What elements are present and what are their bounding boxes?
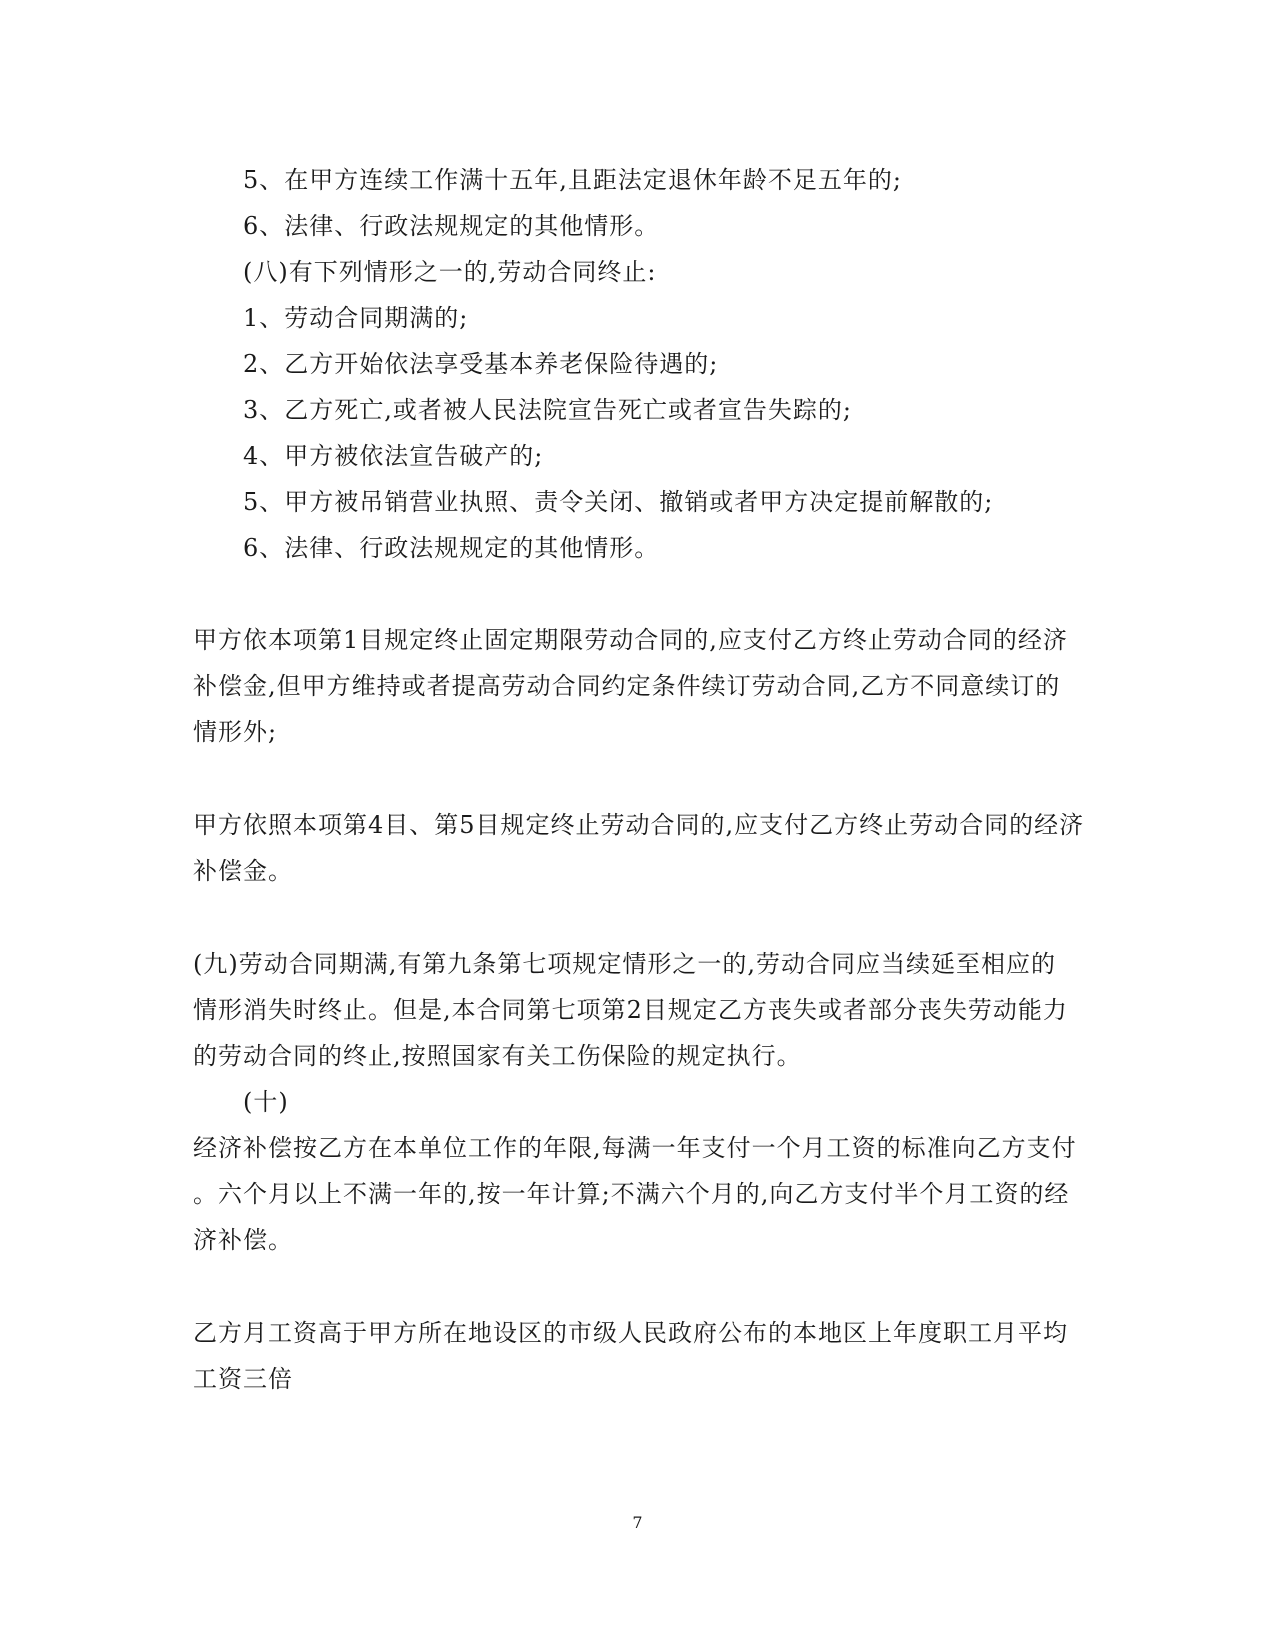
list-item: 6、法律、行政法规规定的其他情形。: [243, 534, 660, 562]
paragraph-line: 补偿金,但甲方维持或者提高劳动合同约定条件续订劳动合同,乙方不同意续订的: [193, 672, 1061, 700]
section-heading: (八)有下列情形之一的,劳动合同终止:: [243, 258, 657, 286]
paragraph-line: 甲方依照本项第4目、第5目规定终止劳动合同的,应支付乙方终止劳动合同的经济: [193, 811, 1085, 839]
paragraph-line: 情形外;: [193, 718, 278, 746]
paragraph-line: 补偿金。: [193, 857, 293, 885]
list-item: 1、劳动合同期满的;: [243, 304, 469, 332]
paragraph-line: 济补偿。: [193, 1226, 293, 1254]
paragraph-line: 的劳动合同的终止,按照国家有关工伤保险的规定执行。: [193, 1042, 802, 1070]
list-item: 4、甲方被依法宣告破产的;: [243, 442, 544, 470]
section-heading: (十): [243, 1088, 289, 1116]
list-item: 6、法律、行政法规规定的其他情形。: [243, 212, 660, 240]
list-item: 2、乙方开始依法享受基本养老保险待遇的;: [243, 350, 719, 378]
paragraph-line: 。六个月以上不满一年的,按一年计算;不满六个月的,向乙方支付半个月工资的经: [193, 1180, 1070, 1208]
list-item: 5、甲方被吊销营业执照、责令关闭、撤销或者甲方决定提前解散的;: [243, 488, 994, 516]
paragraph-line: (九)劳动合同期满,有第九条第七项规定情形之一的,劳动合同应当续延至相应的: [193, 950, 1056, 978]
paragraph-line: 工资三倍: [193, 1365, 293, 1393]
paragraph-line: 甲方依本项第1目规定终止固定期限劳动合同的,应支付乙方终止劳动合同的经济: [193, 626, 1068, 654]
paragraph-line: 情形消失时终止。但是,本合同第七项第2目规定乙方丧失或者部分丧失劳动能力: [193, 996, 1068, 1024]
paragraph-line: 经济补偿按乙方在本单位工作的年限,每满一年支付一个月工资的标准向乙方支付: [193, 1134, 1077, 1162]
page-number: 7: [632, 1513, 643, 1532]
paragraph-line: 乙方月工资高于甲方所在地设区的市级人民政府公布的本地区上年度职工月平均: [193, 1319, 1068, 1347]
list-item: 5、在甲方连续工作满十五年,且距法定退休年龄不足五年的;: [243, 166, 902, 194]
list-item: 3、乙方死亡,或者被人民法院宣告死亡或者宣告失踪的;: [243, 396, 852, 424]
